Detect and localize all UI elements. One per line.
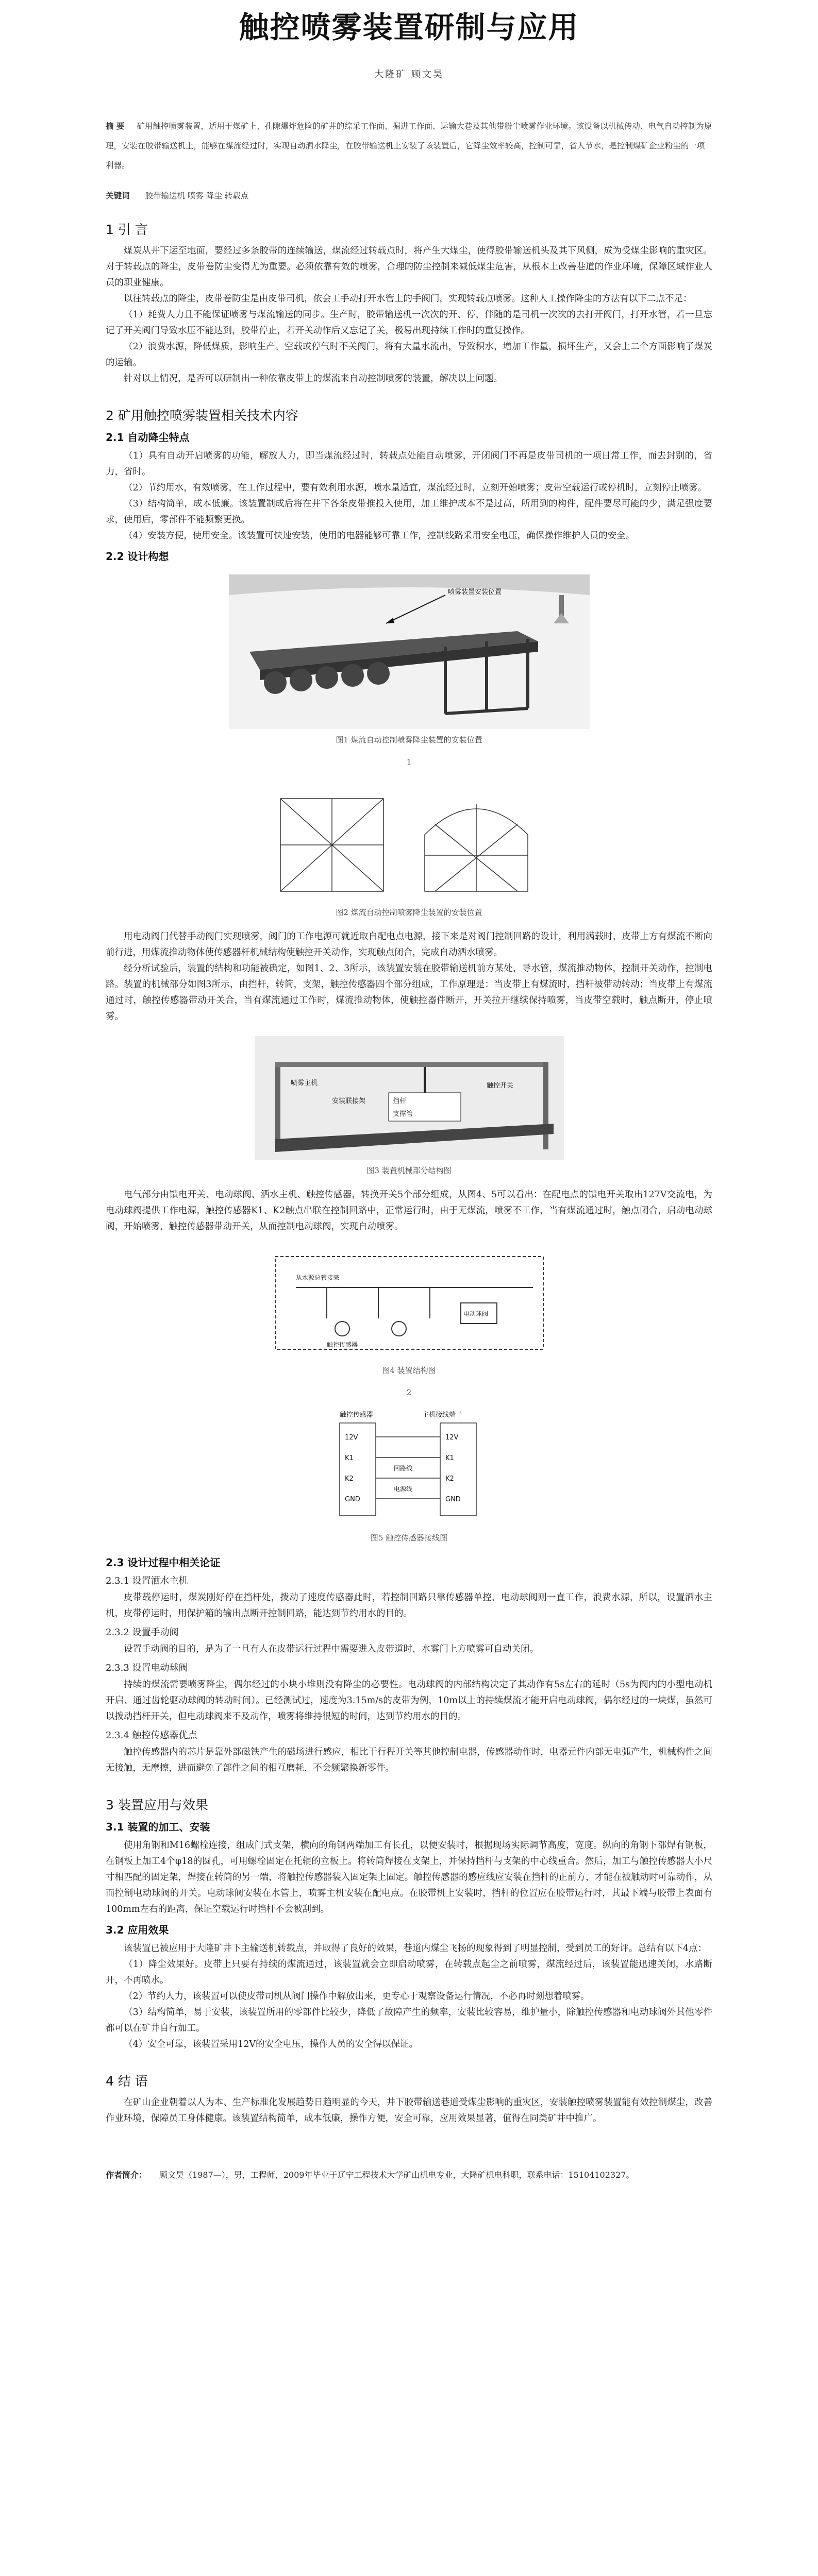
paragraph: （4）安装方便，使用安全。该装置可快速安装，使用的电器能够可靠工作，控制线路采用安全电压，确保操作维护人员的安全。 bbox=[124, 531, 635, 541]
fig4-valve-label: 电动球阀 bbox=[463, 1310, 488, 1317]
subsection-3-1-title: 3.1 装置的加工、安装 bbox=[106, 1821, 210, 1833]
author-info bbox=[106, 2168, 712, 2182]
section-3-title: 3 装置应用与效果 bbox=[106, 1798, 208, 1812]
fig5-pin: GND bbox=[344, 1496, 360, 1503]
fig3-label: 支撑管 bbox=[392, 1110, 413, 1118]
paragraph: （2）节约人力，该装置可以使皮带司机从阀门操作中解放出来，更专心于观察设备运行情况，不必再时刻想着喷雾。 bbox=[124, 1991, 590, 2002]
paragraph: 煤炭从井下运至地面，要经过多条胶带的连续输送，煤流经过转载点时，将产生大煤尘，使得胶带输送机头及其下风侧，成为受煤尘影响的重灾区。对于转载点的降尘，皮带卷防尘变得尤为重要。必须依靠有效的喷雾，合理的防尘控制来减低煤尘危害，从根本上改善巷道的作业环境，保障区域作业人员的职业健康。 bbox=[106, 246, 712, 288]
paper-title: 触控喷雾装置研制与应用 bbox=[239, 10, 579, 45]
subsection-2-3-title: 2.3 设计过程中相关论证 bbox=[106, 1556, 221, 1569]
fig5-pin: K2 bbox=[344, 1475, 354, 1483]
figure-5-caption: 图5 触控传感器接线图 bbox=[370, 1533, 448, 1543]
fig5-right-title: 主机接线端子 bbox=[422, 1411, 462, 1419]
paragraph: 持续的煤流需要喷雾降尘，偶尔经过的小块小堆则没有降尘的必要性。电动球阀的内部结构决定了其动作有5s左右的延时（5s为阀内的小型电动机开启、通过齿轮驱动球阀的转动时间）。已经测试过，速度为3.15m/s的皮带为例，10m以上的持续煤流才能开启电动球阀，偶尔经过的一块煤，虽然可以拨动挡杆开关，但电动球阀来不及动作，喷雾将维持很短的时间，达到节约用水的目的。 bbox=[106, 1680, 712, 1722]
fig4-top-label: 从水源总管接来 bbox=[295, 1274, 339, 1281]
figure-1 bbox=[106, 574, 712, 745]
fig5-pin: K1 bbox=[445, 1454, 454, 1462]
paragraph: 用电动阀门代替手动阀门实现喷雾，阀门的工作电源可就近取自配电点电源，接下来是对阀门控制回路的设计，利用满载时，皮带上方有煤流不断向前行进，用煤流推动物体使传感器杆机械结构使触控开关动作，实现触点闭合，完成自动洒水喷雾。 bbox=[106, 931, 712, 958]
subsubsection-title: 2.3.2 设置手动阀 bbox=[106, 1627, 179, 1638]
subsection-2-1-title: 2.1 自动降尘特点 bbox=[106, 431, 190, 444]
figure-3 bbox=[106, 1036, 712, 1176]
fig5-pin: 12V bbox=[445, 1434, 458, 1442]
paragraph: （1）降尘效果好。皮带上只要有持续的煤流通过，该装置就会立即启动喷雾，在转载点起尘之前喷雾，煤流经过后，该装置能迅速关闭，水路断开，不再喷水。 bbox=[106, 1959, 712, 1986]
paragraph: （1）具有自动开启喷雾的功能，解放人力，即当煤流经过时，转载点处能自动喷雾，开闭阀门不再是皮带司机的一项日常工作，而去封别的，省力，省时。 bbox=[106, 451, 712, 477]
abstract-label: 摘 要 bbox=[106, 122, 125, 131]
subsection-2-2-title: 2.2 设计构想 bbox=[106, 550, 169, 563]
paragraph: 针对以上情况，是否可以研制出一种依靠皮带上的煤流来自动控制喷雾的装置，解决以上问题。 bbox=[124, 374, 503, 384]
author-info-label: 作者简介： bbox=[106, 2170, 147, 2180]
wiring-diagram bbox=[332, 1409, 487, 1527]
installation-drawing bbox=[270, 778, 548, 902]
fig5-pin: GND bbox=[445, 1496, 461, 1503]
section-1-title: 1 引 言 bbox=[106, 222, 148, 237]
conveyor-photo bbox=[229, 574, 590, 729]
figure-2 bbox=[106, 778, 712, 918]
figure-2-caption: 图2 煤流自动控制喷雾降尘装置的安装位置 bbox=[336, 908, 482, 917]
abstract bbox=[106, 116, 712, 175]
paragraph: 该装置已被应用于大隆矿井下主输送机转载点，并取得了良好的效果，巷道内煤尘飞扬的现象得到了明显控制，受到员工的好评。总结有以下4点： bbox=[124, 1943, 707, 1954]
subsubsection-title: 2.3.3 设置电动球阀 bbox=[106, 1663, 188, 1673]
paragraph: （1）耗费人力且不能保证喷雾与煤流输送的同步。生产时，胶带输送机一次次的开、停，伴随的是司机一次次的去打开阀门，打开水管，若一旦忘记了开关阀门导致水压不能达到，胶带停止，若开关动作后又忘记了关，极易出现持续工作时的重复操作。 bbox=[106, 310, 712, 336]
section-4-title: 4 结 语 bbox=[106, 2074, 148, 2089]
paragraph: 电气部分由馈电开关、电动球阀、洒水主机、触控传感器，转换开关5个部分组成，从图4、5可以看出：在配电点的馈电开关取出127V交流电，为电动球阀提供工作电源，触控传感器K1、K2触点串联在控制回路中，正常运行时，由于无煤流，喷雾不工作，当有煤流通过时，触点闭合，启动电动球阀，开始喷雾，触控传感器带动开关，从而控制电动球阀，实现自动喷雾。 bbox=[106, 1190, 712, 1232]
structure-diagram bbox=[265, 1246, 554, 1360]
figure-4-caption: 图4 装置结构图 bbox=[382, 1366, 436, 1375]
figure-1-caption: 图1 煤流自动控制喷雾降尘装置的安装位置 bbox=[336, 735, 482, 744]
paragraph: （2）浪费水源，降低煤质，影响生产。空载或停气时不关阀门，将有大量水流出，导致积水，增加工作量，损坏生产，又会上二个方面影响了煤炭的运输。 bbox=[106, 342, 712, 368]
fig5-mid-label: 回路线 bbox=[393, 1465, 412, 1472]
fig3-label: 喷雾主机 bbox=[290, 1079, 318, 1087]
keywords-text: 胶带输送机 喷雾 降尘 转载点 bbox=[145, 191, 249, 200]
paragraph: 使用角钢和M16螺栓连接，组成门式支架，横向的角钢两端加工有长孔，以便安装时，根据现场实际调节高度，宽度。纵向的角钢下部焊有钢板，在钢板上加工4个φ18的圆孔，可用螺栓固定在托辊的立板上。将转筒焊接在支架上，并保持挡杆与支架的中心线重合。然后，加工与触控传感器大小尺寸相匹配的固定架，焊接在转筒的另一端，将触控传感器装入固定架上固定。触控传感器的感应线应安装在挡杆的正前方，才能在被触动时可靠动作，从而控制电动球阀的开关。电动球阀安装在水管上，喷雾主机安装在配电点。在胶带机上安装时，挡杆的位置应在胶带运行时，其最下端与胶带上表面有100mm左右的距离，保证空载运行时挡杆不会被刮到。 bbox=[106, 1840, 712, 1914]
paragraph: 设置手动阀的目的，是为了一旦有人在皮带运行过程中需要进入皮带道时，水雾门上方喷雾可自动关闭。 bbox=[124, 1644, 539, 1654]
paragraph: （2）节约用水，有效喷雾，在工作过程中，要有效利用水源，喷水量适宜，煤流经过时，立刻开始喷雾；皮带空载运行或停机时，立刻停止喷雾。 bbox=[124, 483, 707, 493]
paragraph: （4）安全可靠，该装置采用12V的安全电压，操作人员的安全得以保证。 bbox=[124, 2039, 419, 2049]
figure-5-number: 2 bbox=[406, 1388, 412, 1397]
mechanism-photo bbox=[255, 1036, 564, 1160]
paragraph: 触控传感器内的芯片是靠外部磁铁产生的磁场进行感应，相比于行程开关等其他控制电器，传感器动作时，电器元件内部无电弧产生，机械构件之间无接触，无摩擦，进而避免了部件之间的相互磨耗，不会频繁换新零件。 bbox=[106, 1747, 712, 1773]
figure-4 bbox=[106, 1246, 712, 1376]
paragraph: （3）结构简单，易于安装，该装置所用的零部件比较少，降低了故障产生的频率，安装比较容易，维护量小，除触控传感器和电动球阀外其他零件都可以在矿井自行加工。 bbox=[106, 2007, 712, 2033]
fig5-mid-label: 电源线 bbox=[393, 1485, 412, 1493]
paragraph: 在矿山企业朝着以人为本、生产标准化发展趋势日趋明显的今天，井下胶带输送巷道受煤尘影响的重灾区，安装触控喷雾装置能有效控制煤尘，改善作业环境，保障员工身体健康。该装置结构简单，成本低廉，操作方便，安全可靠，应用效果显著，值得在同类矿井中推广。 bbox=[106, 2097, 712, 2124]
paragraph: （3）结构简单，成本低廉。该装置制成后将在井下各条皮带推投入使用，加工维护成本不是过高，所用到的构件，配件要尽可能的少，满足强度要求，使用后，零部件不能频繁更换。 bbox=[106, 499, 712, 525]
fig3-label: 挡杆 bbox=[392, 1097, 406, 1105]
paragraph: 以往转载点的降尘，皮带卷防尘是由皮带司机，依会工手动打开水管上的手阀门，实现转载点喷雾。这种人工操作降尘的方法有以下二点不足： bbox=[124, 294, 692, 304]
fig1-callout: 喷雾装置安装位置 bbox=[447, 588, 502, 596]
figure-2-number: 1 bbox=[406, 757, 412, 767]
fig5-pin: K1 bbox=[344, 1454, 354, 1462]
subsubsection-title: 2.3.4 触控传感器优点 bbox=[106, 1730, 197, 1741]
fig4-sensor-label: 触控传感器 bbox=[326, 1341, 358, 1348]
paragraph: 皮带载停运时，煤炭刚好停在挡杆处，拨动了速度传感器此时，若控制回路只靠传感器单控，电动球阀则一直工作，浪费水源，所以，设置洒水主机，皮带停运时，用保护箱的输出点断开控制回路，能达到节约用水的目的。 bbox=[106, 1592, 712, 1619]
authors: 大隆矿 顾文昊 bbox=[374, 69, 444, 80]
fig5-pin: K2 bbox=[445, 1475, 454, 1483]
subsubsection-title: 2.3.1 设置洒水主机 bbox=[106, 1575, 188, 1586]
abstract-text: 矿用触控喷雾装置，适用于煤矿上、孔隙爆炸危险的矿井的综采工作面、掘进工作面、运输大巷及其他带粉尘喷雾作业环境。该设备以机械传动、电气自动控制为原理，安装在胶带输送机上，能够在煤流经过时，实现自动洒水降尘，在胶带输送机上安装了该装置后，它降尘效率较高，控制可靠，省人节水，是控制煤矿企业粉尘的一项利器。 bbox=[106, 122, 712, 170]
figure-3-caption: 图3 装置机械部分结构图 bbox=[366, 1166, 452, 1175]
keywords bbox=[106, 190, 712, 201]
subsection-3-2-title: 3.2 应用效果 bbox=[106, 1924, 169, 1936]
paragraph: 经分析试验后，装置的结构和功能被确定，如图1、2、3所示，该装置安装在胶带输送机前方某处，导水管，煤流推动物体，控制开关动作，控制电路。装置的机械部分如图3所示，由挡杆，转筒，支架，触控传感器四个部分组成，工作原理是：当皮带上有煤流时，挡杆被带动转动；当皮带上有煤流通过时，触控传感器带动开关合，当有煤流通过工作时，煤流推动物体，使触控器件断开，开关拉开继续保持喷雾，当皮带空载时，触点断开，停止喷雾。 bbox=[106, 963, 712, 1022]
figure-5 bbox=[106, 1409, 712, 1543]
keywords-label: 关键词 bbox=[106, 191, 130, 200]
section-2-title: 2 矿用触控喷雾装置相关技术内容 bbox=[106, 408, 298, 423]
fig3-label: 触控开关 bbox=[486, 1082, 513, 1090]
author-info-text: 顾文昊（1987—），男，工程师，2009年毕业于辽宁工程技术大学矿山机电专业，大隆矿机电科职，联系电话：15104102327。 bbox=[159, 2170, 635, 2180]
fig5-left-title: 触控传感器 bbox=[339, 1411, 373, 1419]
fig5-pin: 12V bbox=[344, 1434, 358, 1442]
fig3-label: 安装联接架 bbox=[331, 1097, 365, 1105]
